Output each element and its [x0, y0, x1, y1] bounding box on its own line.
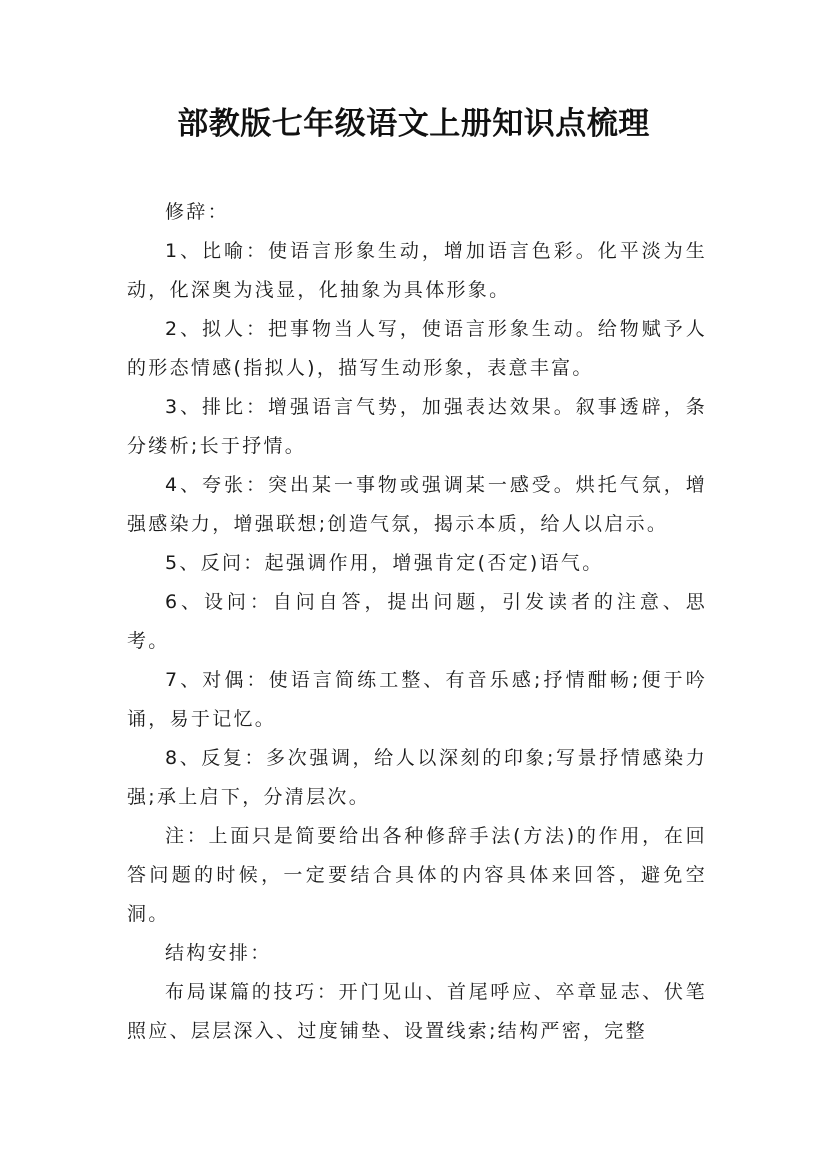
paragraph-antithesis: 7、对偶：使语言简练工整、有音乐感;抒情酣畅;便于吟诵，易于记忆。	[127, 669, 707, 730]
paragraph-repetition: 8、反复：多次强调，给人以深刻的印象;写景抒情感染力强;承上启下，分清层次。	[127, 747, 707, 808]
paragraph-layout-techniques: 布局谋篇的技巧：开门见山、首尾呼应、卒章显志、伏笔照应、层层深入、过度铺垫、设置线索;结构严密，完整	[127, 981, 707, 1042]
paragraph-personification: 2、拟人：把事物当人写，使语言形象生动。给物赋予人的形态情感(指拟人)，描写生动形象，表意丰富。	[127, 318, 707, 379]
paragraph-parallelism: 3、排比：增强语言气势，加强表达效果。叙事透辟，条分缕析;长于抒情。	[127, 396, 707, 457]
document-title: 部教版七年级语文上册知识点梳理	[177, 106, 650, 142]
paragraph-hyperbole: 4、夸张：突出某一事物或强调某一感受。烘托气氛，增强感染力，增强联想;创造气氛，揭示本质，给人以启示。	[127, 474, 707, 535]
paragraph-metaphor: 1、比喻：使语言形象生动，增加语言色彩。化平淡为生动，化深奥为浅显，化抽象为具体形象。	[127, 240, 707, 301]
paragraph-note: 注：上面只是简要给出各种修辞手法(方法)的作用，在回答问题的时候，一定要结合具体的内容具体来回答，避免空洞。	[127, 825, 707, 925]
section-heading-rhetoric: 修辞：	[165, 201, 229, 223]
section-heading-structure: 结构安排：	[165, 942, 272, 964]
paragraph-self-answered-question: 6、设问：自问自答，提出问题，引发读者的注意、思考。	[127, 591, 707, 652]
document-body	[127, 193, 707, 1051]
paragraph-rhetorical-question: 5、反问：起强调作用，增强肯定(否定)语气。	[165, 552, 604, 574]
